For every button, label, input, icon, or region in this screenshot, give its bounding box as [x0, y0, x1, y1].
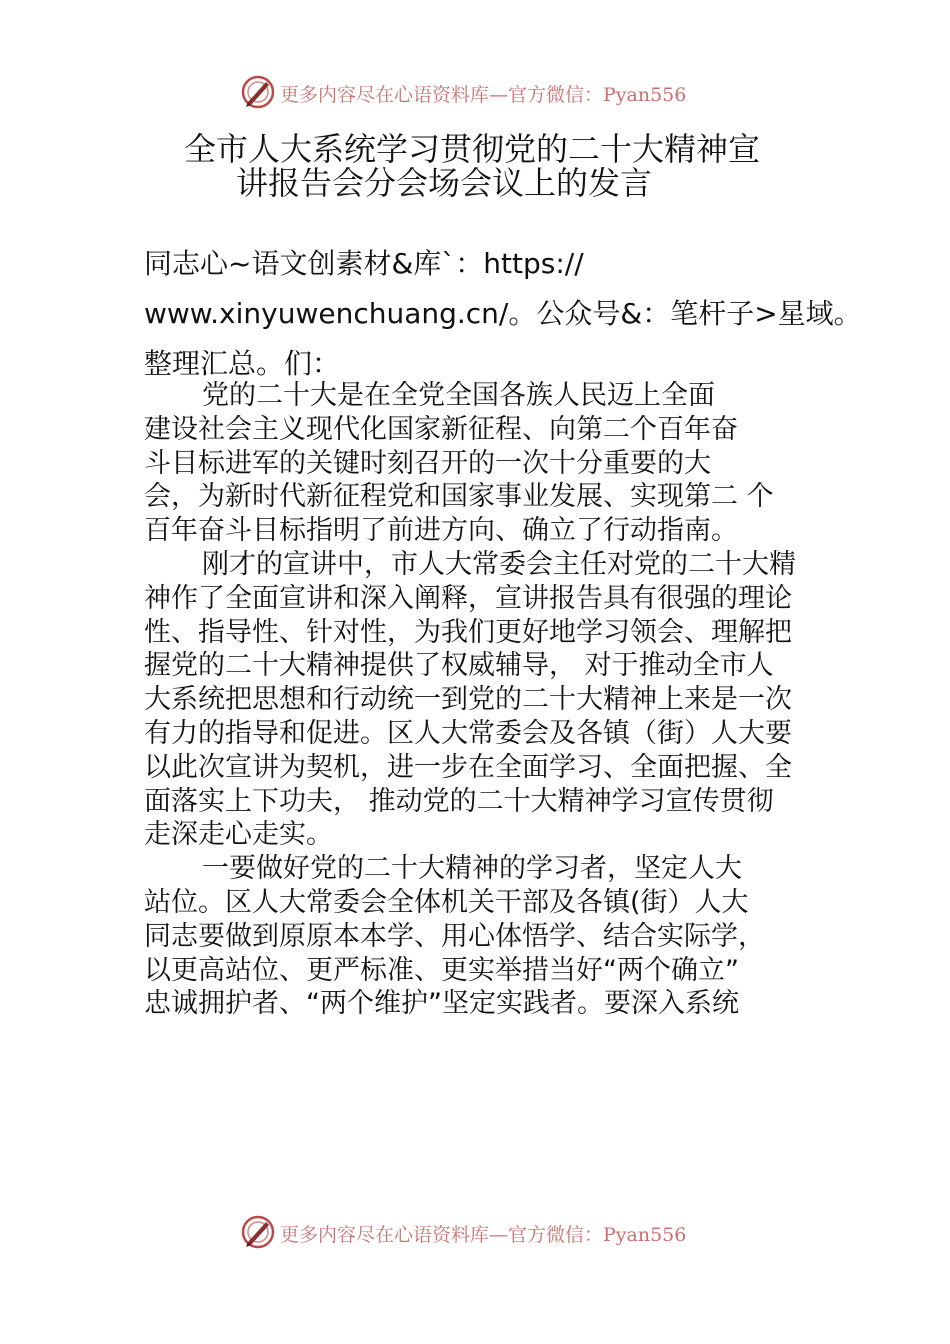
body-line: 以更高站位、更严标准、更实举措当好“两个确立”	[144, 954, 739, 986]
body-line: 站位。区人大常委会全体机关干部及各镇(街）人大	[144, 886, 749, 918]
intro-line-3: 整理汇总。们：	[144, 347, 341, 380]
body-line: 斗目标进军的关键时刻召开的一次十分重要的大	[144, 447, 711, 479]
watermark-bottom	[0, 1212, 950, 1252]
body-line: 建设社会主义现代化国家新征程、向第二个百年奋	[144, 413, 738, 445]
body-line: 百年奋斗目标指明了前进方向、确立了行动指南。	[144, 515, 738, 547]
body-line: 忠诚拥护者、“两个维护”坚定实践者。要深入系统	[144, 988, 739, 1020]
body-line: 以此次宣讲为契机，进一步在全面学习、全面把握、全	[144, 751, 792, 783]
body-line: 走深走心走实。	[144, 819, 333, 851]
watermark-text: 更多内容尽在心语资料库—官方微信：Pyan556	[280, 1224, 687, 1246]
intro-line-1: 同志心~语文创素材&库`：https://	[144, 247, 584, 280]
body-line: 党的二十大是在全党全国各族人民迈上全面	[202, 380, 715, 411]
document-title-line-1: 全市人大系统学习贯彻党的二十大精神宣	[184, 130, 761, 168]
pen-logo-icon	[240, 1214, 276, 1250]
body-line: 握党的二十大精神提供了权威辅导， 对于推动全市人	[144, 650, 774, 682]
body-line: 神作了全面宣讲和深入阐释，宣讲报告具有很强的理论	[144, 582, 792, 614]
pen-logo-icon	[240, 74, 276, 110]
body-line: 刚才的宣讲中，市人大常委会主任对党的二十大精	[202, 548, 796, 580]
watermark-top	[0, 72, 950, 112]
body-line: 会，为新时代新征程党和国家事业发展、实现第二 个	[144, 481, 774, 513]
body-line: 有力的指导和促进。区人大常委会及各镇（街）人大要	[144, 717, 792, 749]
watermark-text: 更多内容尽在心语资料库—官方微信：Pyan556	[280, 84, 687, 106]
document-title-line-2: 讲报告会分会场会议上的发言	[236, 164, 653, 202]
body-line: 面落实上下功夫， 推动党的二十大精神学习宣传贯彻	[144, 785, 774, 817]
intro-line-2: www.xinyuwenchuang.cn/。公众号&：笔杆子>星域。	[144, 297, 862, 330]
body-line: 同志要做到原原本本学、用心体悟学、结合实际学，	[144, 920, 765, 952]
body-line: 性、指导性、针对性，为我们更好地学习领会、理解把	[144, 616, 792, 648]
body-text	[144, 379, 834, 1021]
body-line: 一要做好党的二十大精神的学习者，坚定人大	[202, 853, 742, 885]
body-line: 大系统把思想和行动统一到党的二十大精神上来是一次	[144, 684, 792, 716]
